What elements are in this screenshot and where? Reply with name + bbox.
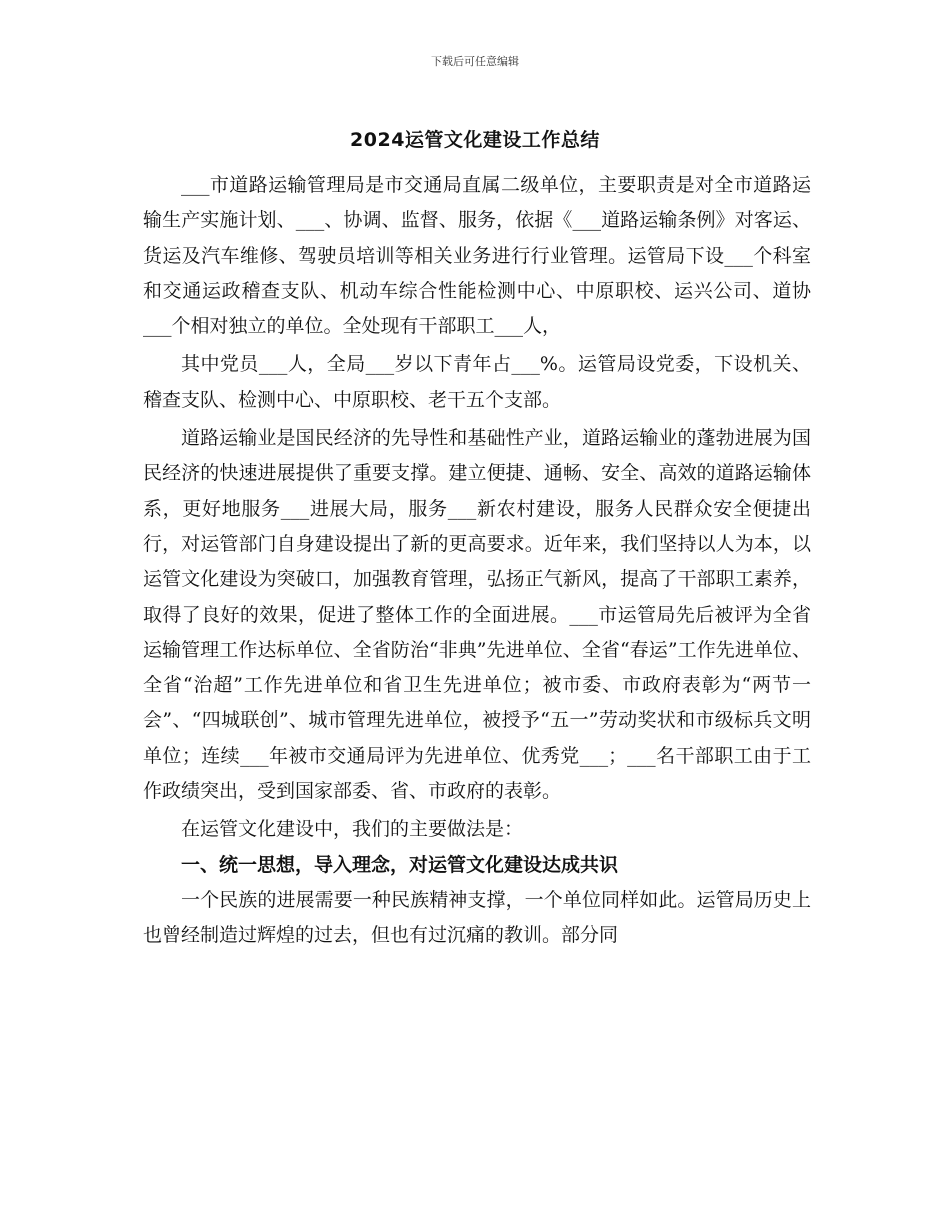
document-body — [143, 168, 811, 954]
page-header-note: 下载后可任意编辑 — [431, 55, 519, 68]
paragraph: 在运管文化建设中，我们的主要做法是： — [181, 818, 524, 841]
paragraph: 一个民族的进展需要一种民族精神支撑，一个单位同样如此。运管局历史上也曾经制造过辉煌的过去，但也有过沉痛的教训。部分同 — [143, 888, 811, 947]
paragraph: 道路运输业是国民经济的先导性和基础性产业，道路运输业的蓬勃进展为国民经济的快速进展提供了重要支撑。建立便捷、通畅、安全、高效的道路运输体系，更好地服务___进展大局，服务___新农村建设，服务人民群众安全便捷出行，对运管部门自身建设提出了新的更高要求。近年来，我们坚持以人为本，以运管文化建设为突破口，加强教育管理，弘扬正气新风，提高了干部职工素养，取得了良好的效果，促进了整体工作的全面进展。___市运管局先后被评为全省运输管理工作达标单位、全省防治“非典”先进单位、全省“春运”工作先进单位、全省“治超”工作先进单位和省卫生先进单位；被市委、市政府表彰为“两节一会”、“四城联创”、城市管理先进单位，被授予“五一”劳动奖状和市级标兵文明单位；连续___年被市交通局评为先进单位、优秀党___；___名干部职工由于工作政绩突出，受到国家部委、省、市政府的表彰。 — [143, 427, 811, 803]
paragraph: 其中党员___人，全局___岁以下青年占___%。运管局设党委，下设机关、稽查支队、检测中心、中原职校、老干五个支部。 — [143, 353, 811, 411]
section-heading: 一、统一思想，导入理念，对运管文化建设达成共识 — [181, 853, 619, 876]
document-title: 2024运管文化建设工作总结 — [350, 129, 600, 151]
paragraph: ___市道路运输管理局是市交通局直属二级单位，主要职责是对全市道路运输生产实施计划、___、协调、监督、服务，依据《___道路运输条例》对客运、货运及汽车维修、驾驶员培训等相关业务进行行业管理。运管局下设___个科室和交通运政稽查支队、机动车综合性能检测中心、中原职校、运兴公司、道协___个相对独立的单位。全处现有干部职工___人， — [143, 174, 811, 338]
